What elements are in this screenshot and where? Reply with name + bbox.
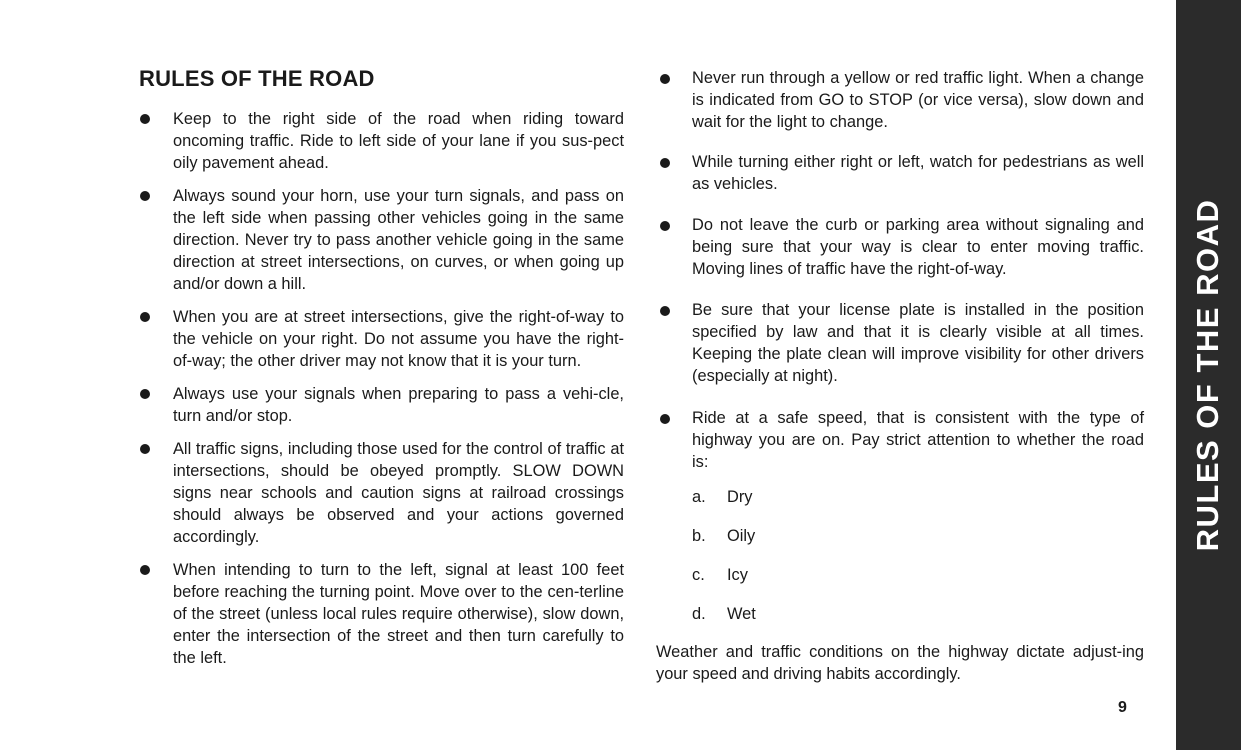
list-item-text: Always sound your horn, use your turn signals, and pass on the left side when passing other vehicles going in the same direction. Never try to pass another vehicle going in the same direction at street intersections, on curves, or when going up and/or down a hill. — [173, 187, 624, 293]
list-item-text: Be sure that your license plate is installed in the position specified by law and that it is clearly visible at all times. Keeping the plate clean will improve visibility for other drivers (especially at night). — [692, 301, 1144, 385]
list-item — [137, 438, 624, 548]
road-condition-item — [692, 564, 1144, 586]
list-item-text: Always use your signals when preparing to pass a vehi-cle, turn and/or stop. — [173, 385, 624, 425]
bullet-icon — [660, 221, 670, 231]
sub-item-letter: c. — [692, 566, 705, 584]
sub-item-label: Dry — [727, 488, 753, 506]
bullet-icon — [140, 312, 150, 322]
sub-item-letter: b. — [692, 527, 706, 545]
list-item — [137, 383, 624, 427]
bullet-icon — [140, 565, 150, 575]
list-item-text: Keep to the right side of the road when riding toward oncoming traffic. Ride to left side of your lane if you sus-pect oily pavement ahead. — [173, 110, 624, 172]
list-item — [656, 299, 1144, 387]
side-tab — [1176, 0, 1241, 750]
list-item-text: When you are at street intersections, give the right-of-way to the vehicle on your right. Do not assume you have the right-of-way; the other driver may not know that it is your turn. — [173, 308, 624, 370]
bullet-icon — [660, 158, 670, 168]
bullet-icon — [140, 389, 150, 399]
sub-item-label: Wet — [727, 605, 756, 623]
list-item — [656, 67, 1144, 133]
road-condition-item — [692, 525, 1144, 547]
sub-item-letter: a. — [692, 488, 706, 506]
sub-item-letter: d. — [692, 605, 706, 623]
left-column — [137, 108, 624, 669]
sub-item-label: Oily — [727, 527, 756, 545]
list-item — [656, 214, 1144, 280]
bullet-icon — [140, 114, 150, 124]
list-item-text: While turning either right or left, watch for pedestrians as well as vehicles. — [692, 153, 1144, 193]
list-item-text: All traffic signs, including those used for the control of traffic at intersections, should be obeyed promptly. SLOW DOWN signs near schools and caution signs at railroad crossings should always be observed and your actions governed accordingly. — [173, 440, 624, 546]
list-item-text: Never run through a yellow or red traffic light. When a change is indicated from GO to STOP (or vice versa), slow down and wait for the light to change. — [692, 69, 1144, 131]
list-item — [137, 185, 624, 295]
side-tab-label: RULES OF THE ROAD — [1190, 198, 1225, 552]
list-item — [137, 108, 624, 174]
bullet-icon — [660, 306, 670, 316]
list-item-text: Ride at a safe speed, that is consistent with the type of highway you are on. Pay strict attention to whether the road is: — [692, 409, 1144, 471]
list-item-text: When intending to turn to the left, signal at least 100 feet before reaching the turning point. Move over to the cen-terline of the street (unless local rules require otherwise), slow down, enter the intersection of the street and then turn carefully to the left. — [173, 561, 624, 667]
sub-item-label: Icy — [727, 566, 748, 584]
road-condition-item — [692, 603, 1144, 625]
page-title: RULES OF THE ROAD — [139, 66, 375, 91]
right-column — [656, 67, 1144, 685]
list-item-text: Do not leave the curb or parking area without signaling and being sure that your way is clear to enter moving traffic. Moving lines of traffic have the right-of-way. — [692, 216, 1144, 278]
bullet-icon — [660, 414, 670, 424]
list-item — [656, 407, 1144, 473]
page-number: 9 — [1118, 699, 1127, 716]
road-condition-item — [692, 486, 1144, 508]
closing-paragraph: Weather and traffic conditions on the highway dictate adjust-ing your speed and driving habits accordingly. — [656, 643, 1144, 683]
list-item — [137, 306, 624, 372]
road-conditions-list — [656, 486, 1144, 625]
bullet-icon — [140, 444, 150, 454]
list-item — [656, 151, 1144, 195]
list-item — [137, 559, 624, 669]
bullet-icon — [660, 74, 670, 84]
bullet-icon — [140, 191, 150, 201]
